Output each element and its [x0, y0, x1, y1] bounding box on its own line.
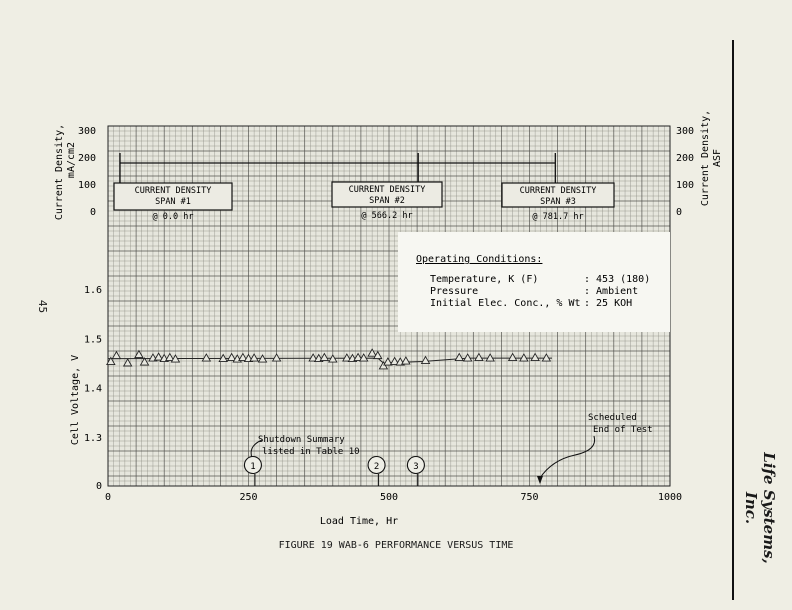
span-time: @ 566.2 hr: [361, 211, 413, 221]
span-label: SPAN #1: [155, 197, 191, 207]
span-time: @ 0.0 hr: [152, 212, 194, 222]
cd-left-axis-label-line1: Current Density,: [54, 123, 65, 221]
span-title: CURRENT DENSITY: [519, 186, 597, 196]
condition-label: Temperature, K (F): [430, 274, 539, 285]
cd-right-tick: 0: [676, 207, 683, 218]
x-axis-label: Load Time, Hr: [319, 516, 399, 527]
y-axis-label: Cell Voltage, V: [70, 354, 81, 446]
end-note-line2: End of Test: [593, 425, 653, 435]
condition-value: : Ambient: [584, 286, 639, 297]
y-tick-label: 1.4: [83, 383, 102, 395]
conditions-title: Operating Conditions:: [416, 254, 543, 265]
span-label: SPAN #2: [369, 196, 405, 206]
shutdown-note-line1: Shutdown Summary: [258, 435, 345, 445]
cd-left-tick: 100: [77, 180, 96, 191]
x-tick-label: 1000: [657, 492, 683, 503]
shutdown-note-line2: listed in Table 10: [262, 447, 360, 457]
condition-value: : 25 KOH: [584, 298, 633, 309]
figure-caption: FIGURE 19 WAB-6 PERFORMANCE VERSUS TIME: [278, 540, 514, 551]
cd-right-axis-label-line1: Current Density,: [700, 109, 711, 207]
operating-conditions-box: [398, 232, 670, 332]
end-note-line1: Scheduled: [588, 413, 637, 423]
x-tick-label: 250: [239, 492, 258, 503]
y-tick-label: 1.3: [83, 432, 102, 444]
span-title: CURRENT DENSITY: [134, 186, 212, 196]
shutdown-marker-label: 3: [413, 462, 419, 472]
cd-right-axis-label-line2: ASF: [712, 148, 723, 168]
y-tick-label: 1.6: [83, 285, 102, 297]
shutdown-marker-label: 2: [373, 462, 380, 472]
cd-left-tick: 200: [77, 153, 96, 164]
y-tick-label: 1.5: [83, 334, 102, 346]
cd-left-axis-label-line2: mA/cm2: [66, 141, 77, 179]
span-time: @ 781.7 hr: [532, 212, 584, 222]
y-zero-label: 0: [95, 481, 102, 492]
span-title: CURRENT DENSITY: [348, 185, 426, 195]
span-label: SPAN #3: [540, 197, 576, 207]
shutdown-marker-label: 1: [250, 462, 256, 472]
cd-right-tick: 200: [676, 153, 695, 164]
company-name: Life Systems, Inc.: [742, 452, 778, 564]
condition-label: Pressure: [430, 286, 479, 297]
condition-value: : 453 (180): [584, 274, 651, 285]
condition-label: Initial Elec. Conc., % Wt: [430, 298, 581, 309]
x-tick-label: 0: [104, 492, 112, 503]
cd-right-tick: 300: [676, 126, 695, 137]
x-tick-label: 750: [520, 492, 539, 503]
cd-right-tick: 100: [676, 180, 695, 191]
page-number: 45: [36, 299, 50, 314]
x-tick-label: 500: [379, 492, 399, 503]
cd-left-tick: 0: [89, 207, 96, 218]
cd-left-tick: 300: [77, 126, 96, 137]
